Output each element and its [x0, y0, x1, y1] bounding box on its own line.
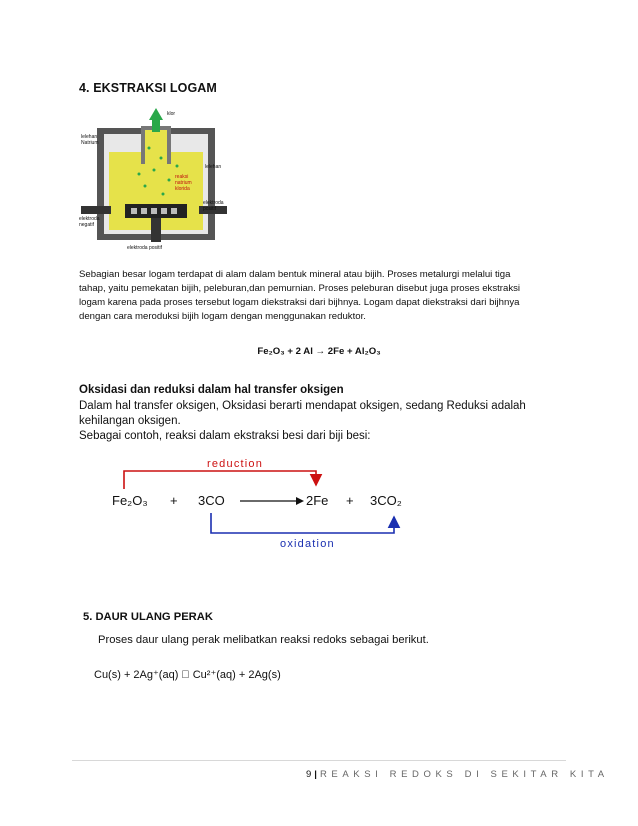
chlorine-pipe [152, 118, 160, 132]
oxidation-arrow [211, 513, 394, 533]
label-negatif: negatif [79, 222, 95, 228]
plus-sign: + [346, 493, 354, 508]
section-5-heading: 5. DAUR ULANG PERAK [83, 611, 213, 623]
page-footer [306, 769, 609, 780]
label-elektroda-positif-bottom: elektroda positif [127, 245, 163, 250]
label-lelehan: lelehan [81, 134, 98, 140]
label-elektroda-pos: elektroda [203, 200, 224, 206]
footer-separator: | [314, 769, 317, 780]
positive-electrode [151, 218, 161, 242]
label-lelehan-right: lelehan [205, 164, 222, 170]
plus-sign: + [170, 493, 178, 508]
paragraph-line: tahap, yaitu pemekatan bijih, peleburan,dan pemurnian. Proses peleburan disebut juga proses ekstraksi [79, 283, 521, 294]
body-line: Sebagai contoh, reaksi dalam ekstraksi besi dari biji besi: [79, 430, 371, 442]
label-klor: klor [167, 111, 176, 117]
paragraph-line: dengan cara meroduksi bijih logam dengan menggunakan reduktor. [79, 311, 366, 322]
oxygen-transfer-heading: Oksidasi dan reduksi dalam hal transfer oksigen [79, 384, 344, 396]
section-5-text: Proses daur ulang perak melibatkan reaksi redoks sebagai berikut. [98, 634, 429, 646]
section-4-heading: 4. EKSTRAKSI LOGAM [79, 81, 217, 95]
label-natrium: Natrium [81, 140, 99, 146]
redox-diagram [80, 451, 500, 561]
negative-electrode-left [81, 206, 111, 214]
label-reaksi-klorida: klorida [175, 186, 190, 192]
electrolysis-diagram [79, 108, 229, 250]
oxidation-label: oxidation [280, 538, 335, 550]
label-reaksi-natrium: natrium [175, 180, 192, 186]
label-positif: positif [203, 206, 217, 212]
page-number: 9 [306, 769, 312, 780]
chlorine-arrow [149, 108, 163, 120]
formula-fe: 2Fe [306, 493, 329, 508]
formula-co: 3CO [198, 493, 225, 508]
reduction-label: reduction [207, 458, 264, 470]
formula-fe2o3: Fe₂O₃ [112, 493, 148, 508]
paragraph-line: logam karena pada proses tersebut logam diekstraksi dari bijhnya. Logam dapat diekstraksi dari bijhnya [79, 297, 520, 308]
extraction-paragraph [79, 268, 565, 324]
paragraph-line: Sebagian besar logam terdapat di alam dalam bentuk mineral atau bijih. Proses metalurgi melalui tiga [79, 269, 511, 280]
label-reaksi: reaksi [175, 174, 189, 180]
oxygen-transfer-text [79, 399, 565, 444]
body-line: Dalam hal transfer oksigen, Oksidasi berarti mendapat oksigen, sedang Reduksi adalah [79, 400, 526, 412]
formula-co2: 3CO₂ [370, 493, 402, 508]
footer-divider [72, 760, 566, 761]
reduction-arrow [124, 471, 316, 489]
body-line: kehilangan oksigen. [79, 415, 181, 427]
label-elektroda-neg: elektroda [79, 216, 100, 222]
footer-title: REAKSI REDOKS DI SEKITAR KITA [319, 769, 609, 780]
silver-recycling-equation: Cu(s) + 2Ag⁺(aq) ⃞ Cu²⁺(aq) + 2Ag(s) [94, 669, 281, 681]
thermite-equation: Fe₂O₃ + 2 Al → 2Fe + Al₂O₃ [257, 346, 381, 357]
